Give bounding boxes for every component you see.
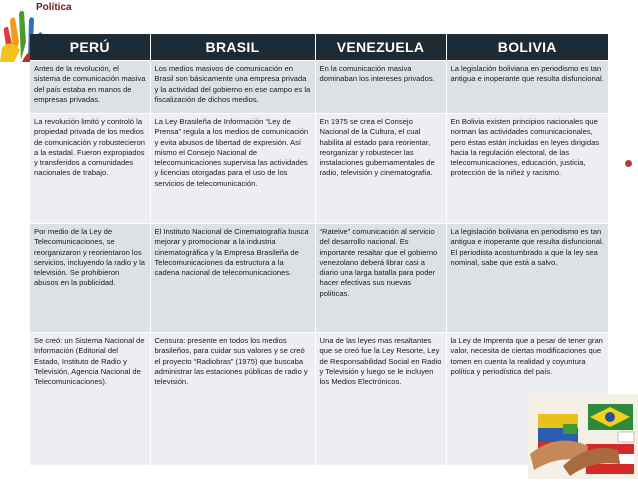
table-cell: La legislación boliviana en periodismo es tan antigua e inoperante que resulta disfuncional. bbox=[446, 61, 608, 114]
table-cell: Por medio de la Ley de Telecomunicaciones, se reorganizaron y reorientaron los servicios, incluyendo la radio y la televisión. Se prohibieron abusos en la publicidad. bbox=[30, 224, 150, 333]
header-peru: PERÚ bbox=[30, 34, 150, 61]
table-cell: En la comunicación masiva dominaban los intereses privados. bbox=[315, 61, 446, 114]
header-brasil: BRASIL bbox=[150, 34, 315, 61]
table-cell: En Bolivia existen principios nacionales que norman las actividades comunicacionales, pero éstas están incluidas en leyes dirigidas hacia la regulación electoral, de las telecomunicaciones, educación, justicia, protección de la niñez y racismo. bbox=[446, 114, 608, 224]
table-cell: La legislación boliviana en periodismo es tan antigua e inoperante que resulta disfuncional. El periodista acostumbrado a que la ley sea nominal, sabe que está a salvo. bbox=[446, 224, 608, 333]
decorative-dot bbox=[625, 160, 632, 167]
header-venezuela: VENEZUELA bbox=[315, 34, 446, 61]
logo-label: Política bbox=[36, 2, 72, 13]
table-cell: La revolución limitó y controló la propiedad privada de los medios de comunicación y robustecieron a la estadal. Fueron expropiados y transferidos a comunidades nacionales de trabajo. bbox=[30, 114, 150, 224]
table-cell: Antes de la revolución, el sistema de comunicación masiva del país estaba en manos de empresas privadas. bbox=[30, 61, 150, 114]
table-cell: la Ley de Imprenta que a pesar de tener gran valor, necesita de ciertas modificaciones que tomen en cuenta la realidad y coyuntura política y periodística del país. bbox=[446, 333, 608, 465]
table-cell: Se creó: un Sistema Nacional de Información (Editorial del Estado, Instituto de Radio y Televisión, Agencia Nacional de Telecomunicaciones). bbox=[30, 333, 150, 465]
table-cell: Los medios masivos de comunicación en Brasil son básicamente una empresa privada y la actividad del gobierno en ese campo es la fiscalización de dichos medios. bbox=[150, 61, 315, 114]
table-cell: En 1975 se crea el Consejo Nacional de la Cultura, el cual habilita al estado para reorientar, reorganizar y robustecer las instalaciones gubernamentales de radio, televisión y cinematografía. bbox=[315, 114, 446, 224]
table-cell: Una de las leyes mas resaltantes que se creó fue la Ley Resorte, Ley de Responsabilidad Social en Radio y Televisión y luego se le incluyen los Medios Electrónicos. bbox=[315, 333, 446, 465]
table-header-row bbox=[30, 34, 608, 61]
header-bolivia: BOLIVIA bbox=[446, 34, 608, 61]
table-row bbox=[30, 61, 608, 114]
table-cell: “Ratelve” comunicación al servicio del desarrollo nacional. Es importante resaltar que el gobierno venezolano deberá librar casi a diario una larga batalla para poder hacer efectivas sus nuevas políticas. bbox=[315, 224, 446, 333]
handshake-flags-image bbox=[468, 384, 638, 479]
table-cell: Censura: presente en todos los medios brasileños, para cuidar sus valores y se creó el proyecto “Radiobras” (1975) que buscaba administrar las estaciones públicas de radio y televisión. bbox=[150, 333, 315, 465]
table-row bbox=[30, 224, 608, 333]
table-row bbox=[30, 114, 608, 224]
table-cell: La Ley Brasileña de Información “Ley de Prensa” regula a los medios de comunicación y evita abusos de libertad de expresión. Así mismo el Consejo Nacional de telecomunicaciones supervisa las actividades y licencias otorgadas para el uso de los servicios de telecomunicación. bbox=[150, 114, 315, 224]
table-cell: El Instituto Nacional de Cinematografía busca mejorar y promocionar a la industria cinematográfica y la Empresa Brasileña de Telecomunicaciones da estructura a la cadena nacional de telecomunicaciones. bbox=[150, 224, 315, 333]
